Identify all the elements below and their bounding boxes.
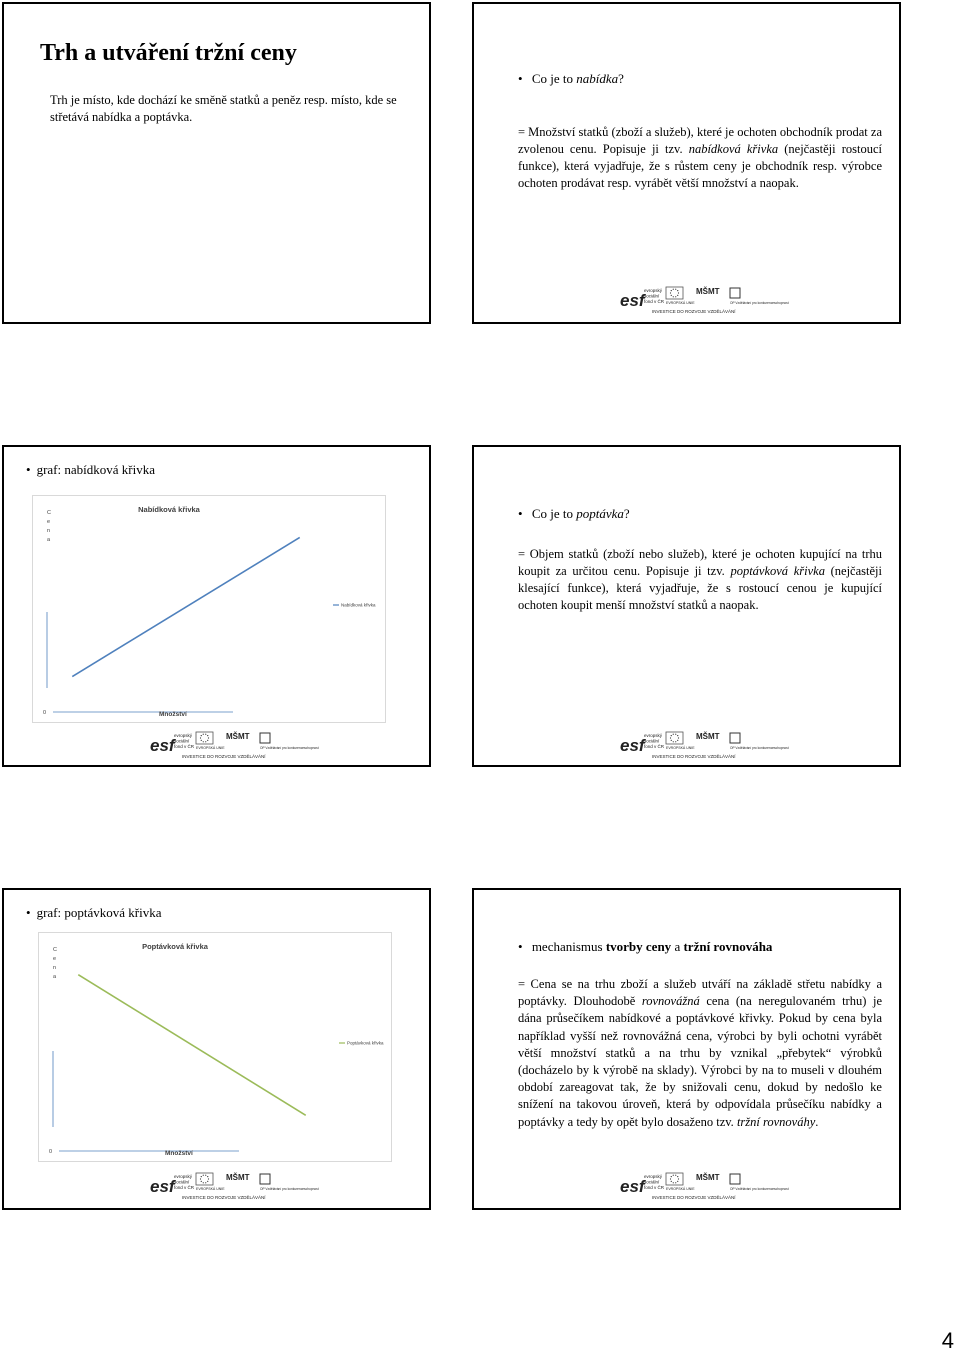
msmt-logo: MŠMT: [696, 287, 720, 296]
logo-svg: [148, 1170, 319, 1200]
graph-bullet: • graf: poptávková křivka: [26, 904, 161, 921]
esf-caption: sociální: [644, 293, 660, 299]
eu-star: [677, 1181, 678, 1182]
esf-logo: esf: [150, 1177, 175, 1196]
op-caption: OP Vzdělávání pro konkurenceschopnost: [730, 1187, 789, 1191]
question-mark: ?: [618, 71, 624, 86]
esf-caption: evropský: [644, 288, 663, 293]
series-line: [78, 975, 305, 1116]
eu-star: [671, 1181, 672, 1182]
definition-text-end: (nejčastěji klesající funkce), která vyjadřuje, že s rostoucí cenou je kupující ochoten koupit menší množství statků a naopak.: [518, 564, 882, 612]
definition-term: nabídková křivka: [688, 142, 779, 156]
footer-logo-strip: [148, 729, 319, 759]
esf-logo: esf: [620, 291, 645, 310]
chart-title: Nabídková křivka: [138, 505, 200, 514]
eu-star: [203, 734, 204, 735]
bullet-text-mid: a: [671, 939, 684, 954]
esf-caption: sociální: [644, 738, 660, 744]
logo-svg: [618, 1170, 789, 1200]
esf-caption: sociální: [174, 738, 190, 744]
eu-caption: EVROPSKÁ UNIE: [666, 301, 695, 305]
op-caption: OP Vzdělávání pro konkurenceschopnost: [730, 301, 789, 305]
op-logo-icon: [730, 1174, 740, 1184]
logo-tagline: INVESTICE DO ROZVOJE VZDĚLÁVÁNÍ: [652, 309, 736, 314]
eu-star: [203, 1175, 204, 1176]
logo-tagline: INVESTICE DO ROZVOJE VZDĚLÁVÁNÍ: [652, 754, 736, 759]
eu-star: [200, 737, 201, 738]
esf-logo: esf: [620, 736, 645, 755]
series-line: [72, 537, 299, 676]
eu-star: [203, 1182, 204, 1183]
slide-5: [2, 888, 431, 1210]
footer-logo-strip: [618, 1170, 789, 1200]
slide-body: Trh je místo, kde dochází ke směně statků a peněz resp. místo, kde se střetává nabídka a poptávka.: [50, 93, 397, 124]
eu-star: [205, 734, 206, 735]
eu-star: [207, 740, 208, 741]
definition-term: poptávková křivka: [730, 564, 825, 578]
question-bullet: [518, 505, 630, 522]
footer-logo-strip: [618, 284, 789, 314]
y-axis-label: C e n a: [53, 947, 57, 980]
eu-star: [670, 292, 671, 293]
esf-caption: sociální: [174, 1179, 190, 1185]
definition-text-end: (nejčastěji rostoucí funkce), která vyjadřuje, že s růstem ceny je obchodník resp. výrobce ochoten prodávat resp. vyrábět větší množství a naopak.: [518, 142, 882, 190]
eu-flag-icon: [666, 287, 683, 299]
question-text: Co je to: [531, 506, 577, 521]
slide-1: [2, 2, 431, 324]
eu-star: [677, 290, 678, 291]
eu-star: [671, 735, 672, 736]
eu-star: [678, 737, 679, 738]
eu-star: [205, 741, 206, 742]
msmt-logo: MŠMT: [226, 732, 250, 741]
eu-star: [675, 1175, 676, 1176]
eu-star: [205, 1182, 206, 1183]
eu-star: [675, 734, 676, 735]
equilibrium-text-2: cena (na neregulovaném trhu) je dána průsečíkem nabídkové a poptávkové křivky. Pokud by cena byla například vyšší než rovnovážná cena, výrobci by byli ochotni vyrábět větší množství statků a na trhu by vznikal „přebytek“ výrobků (docházelo by k výrobě na sklady). Výrobci by na to museli v dlouhém období zareagovat tak, že by snižovali cenu, dokud by nedošlo ke snížení na takovou úroveň, která by odpovídala průsečíku nabídky a poptávky a tedy by opět bylo dosaženo tzv.: [518, 994, 882, 1129]
slide-title: Trh a utváření tržní ceny: [40, 40, 297, 66]
bullet-bold-1: tvorby ceny: [605, 939, 672, 954]
eu-star: [201, 1181, 202, 1182]
op-caption: OP Vzdělávání pro konkurenceschopnost: [260, 746, 319, 750]
eu-star: [677, 295, 678, 296]
op-logo-icon: [730, 733, 740, 743]
question-bullet: [518, 70, 624, 87]
supply-chart: [33, 496, 385, 722]
esf-caption: fond v ČR: [644, 299, 665, 304]
eu-star: [203, 741, 204, 742]
op-caption: OP Vzdělávání pro konkurenceschopnost: [730, 746, 789, 750]
eu-star: [675, 1182, 676, 1183]
x-axis-label: Množství: [165, 1150, 193, 1157]
eu-star: [205, 1175, 206, 1176]
eu-flag-icon: [666, 732, 683, 744]
eu-star: [670, 737, 671, 738]
eu-flag-icon: [196, 1173, 213, 1185]
eu-star: [671, 290, 672, 291]
eu-star: [678, 1178, 679, 1179]
graph-bullet: • graf: nabídková křivka: [26, 461, 155, 478]
eu-star: [673, 1175, 674, 1176]
eu-star: [673, 741, 674, 742]
chart-frame: [32, 495, 386, 723]
origin-label: 0: [43, 710, 47, 716]
market-equilibrium-term: tržní rovnováhy: [736, 1114, 816, 1129]
eu-star: [671, 1176, 672, 1177]
question-text: Co je to: [531, 71, 577, 86]
question-term: nabídka: [576, 71, 619, 86]
chart-title: Poptávková křivka: [142, 942, 208, 951]
eu-star: [207, 1181, 208, 1182]
logo-tagline: INVESTICE DO ROZVOJE VZDĚLÁVÁNÍ: [652, 1195, 736, 1200]
eu-caption: EVROPSKÁ UNIE: [196, 1187, 225, 1191]
logo-svg: [148, 729, 319, 759]
op-logo-icon: [260, 1174, 270, 1184]
bullet-bold-2: tržní rovnováha: [683, 939, 773, 954]
legend-entry: Poptávková křivka: [347, 1040, 384, 1046]
op-caption: OP Vzdělávání pro konkurenceschopnost: [260, 1187, 319, 1191]
equilibrium-paragraph: [518, 976, 882, 1131]
eu-caption: EVROPSKÁ UNIE: [666, 1187, 695, 1191]
logo-svg: [618, 729, 789, 759]
eu-star: [201, 1176, 202, 1177]
op-logo-icon: [730, 288, 740, 298]
eu-star: [675, 296, 676, 297]
definition-paragraph: [518, 546, 882, 614]
msmt-logo: MŠMT: [696, 1173, 720, 1182]
eu-star: [673, 296, 674, 297]
eu-flag-icon: [196, 732, 213, 744]
esf-caption: evropský: [644, 733, 663, 738]
eu-star: [673, 289, 674, 290]
eu-star: [677, 740, 678, 741]
eu-star: [677, 1176, 678, 1177]
eu-caption: EVROPSKÁ UNIE: [196, 746, 225, 750]
x-axis-label: Množství: [159, 711, 187, 718]
esf-caption: evropský: [174, 733, 193, 738]
definition-paragraph: [518, 124, 882, 192]
op-logo-icon: [260, 733, 270, 743]
footer-logo-strip: [618, 729, 789, 759]
page-number: 4: [941, 1328, 954, 1353]
logo-tagline: INVESTICE DO ROZVOJE VZDĚLÁVÁNÍ: [182, 1195, 266, 1200]
eu-star: [673, 734, 674, 735]
y-axis-label: C e n a: [47, 510, 51, 543]
msmt-logo: MŠMT: [226, 1173, 250, 1182]
esf-logo: esf: [150, 736, 175, 755]
esf-caption: fond v ČR: [644, 1185, 665, 1190]
msmt-logo: MŠMT: [696, 732, 720, 741]
eu-star: [201, 740, 202, 741]
esf-caption: fond v ČR: [174, 744, 195, 749]
esf-logo: esf: [620, 1177, 645, 1196]
eu-star: [671, 295, 672, 296]
definition-text: = Objem statků (zboží nebo služeb), které je ochoten kupující na trhu koupit za určitou cenu. Popisuje ji tzv.: [518, 547, 882, 578]
logo-tagline: INVESTICE DO ROZVOJE VZDĚLÁVÁNÍ: [182, 754, 266, 759]
eu-star: [200, 1178, 201, 1179]
esf-caption: sociální: [644, 1179, 660, 1185]
equilibrium-term: rovnovážná: [641, 994, 700, 1009]
bullet-text: mechanismus: [531, 939, 606, 954]
footer-logo-strip: [148, 1170, 319, 1200]
esf-caption: evropský: [644, 1174, 663, 1179]
eu-star: [675, 741, 676, 742]
slide-6: [472, 888, 901, 1210]
eu-star: [670, 1178, 671, 1179]
eu-star: [201, 735, 202, 736]
definition-text: = Množství statků (zboží a služeb), které je ochoten obchodník prodat za zvolenou cenu. Popisuje ji tzv.: [518, 125, 882, 156]
slide-3: [2, 445, 431, 767]
slide-2: [472, 2, 901, 324]
demand-chart: [39, 933, 391, 1161]
logo-svg: [618, 284, 789, 314]
eu-star: [207, 735, 208, 736]
question-term: poptávka: [576, 506, 624, 521]
legend-entry: Nabídková křivka: [341, 602, 376, 608]
eu-star: [678, 292, 679, 293]
equilibrium-text: = Cena se na trhu zboží a služeb utváří na základě střetu nabídky a poptávky. Dlouhodobě: [518, 977, 882, 1009]
eu-star: [208, 737, 209, 738]
eu-star: [677, 735, 678, 736]
eu-caption: EVROPSKÁ UNIE: [666, 746, 695, 750]
esf-caption: evropský: [174, 1174, 193, 1179]
esf-caption: fond v ČR: [174, 1185, 195, 1190]
eu-star: [673, 1182, 674, 1183]
esf-caption: fond v ČR: [644, 744, 665, 749]
eu-star: [208, 1178, 209, 1179]
equilibrium-text-end: .: [815, 1114, 819, 1129]
eu-star: [207, 1176, 208, 1177]
mechanism-bullet: [518, 938, 772, 955]
eu-flag-icon: [666, 1173, 683, 1185]
eu-star: [671, 740, 672, 741]
chart-frame: [38, 932, 392, 1162]
eu-star: [675, 289, 676, 290]
question-mark: ?: [623, 506, 630, 521]
slide-4: [472, 445, 901, 767]
origin-label: 0: [49, 1149, 53, 1155]
